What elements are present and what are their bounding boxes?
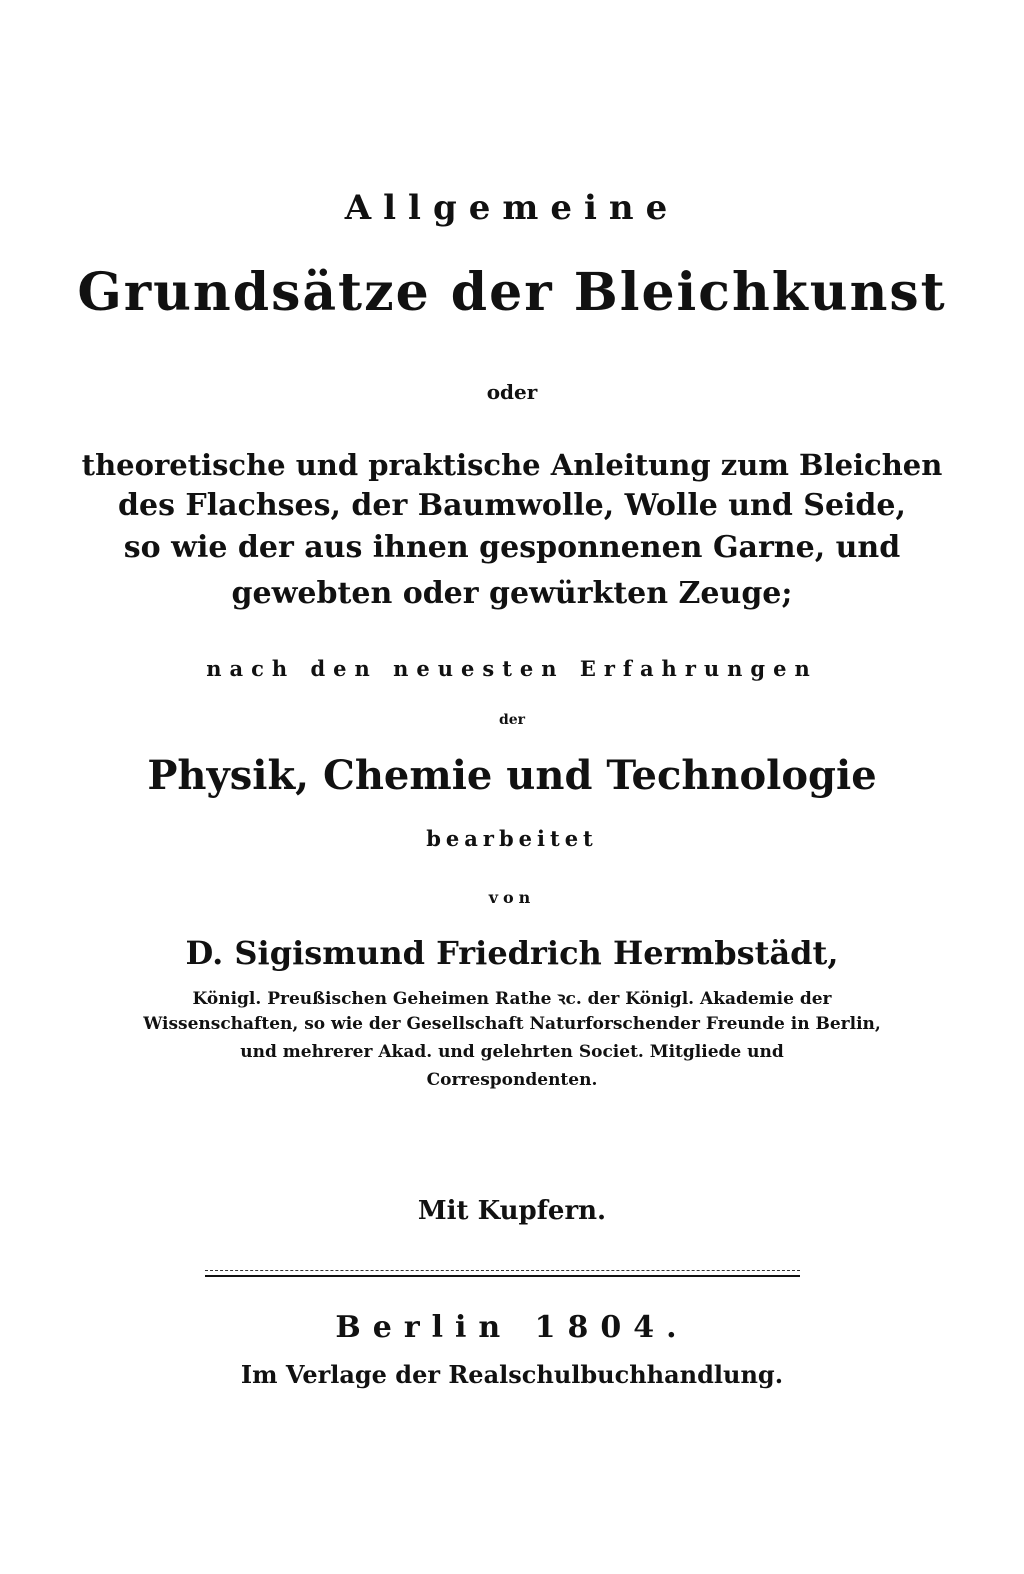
connector-oder: oder — [486, 380, 538, 404]
imprint-place-year: Berlin 1804. — [335, 1310, 689, 1345]
subtitle-line-1: theoretische und praktische Anleitung zum Bleichen — [81, 448, 943, 482]
affiliation-line-2: Wissenschaften, so wie der Gesellschaft Naturforschender Freunde in Berlin, — [143, 1014, 881, 1034]
bearbeitet-label: bearbeitet — [426, 826, 598, 851]
subtitle-line-2: des Flachses, der Baumwolle, Wolle und Seide, — [118, 488, 906, 523]
basis-fields: Physik, Chemie und Technologie — [147, 752, 877, 799]
title-line-2: Grundsätze der Bleichkunst — [77, 262, 947, 323]
von-label: von — [488, 888, 536, 907]
basis-line: nach den neuesten Erfahrungen — [206, 656, 818, 681]
imprint-publisher: Im Verlage der Realschulbuchhandlung. — [240, 1360, 784, 1389]
subtitle-line-3: so wie der aus ihnen gesponnenen Garne, und — [123, 530, 901, 565]
author-name: D. Sigismund Friedrich Hermbstädt, — [185, 934, 839, 972]
basis-der: der — [498, 712, 526, 728]
title-line-1: Allgemeine — [344, 188, 680, 228]
illustrations-note: Mit Kupfern. — [417, 1196, 607, 1226]
divider-rule — [205, 1270, 800, 1277]
affiliation-line-3: und mehrerer Akad. und gelehrten Societ. Mitgliede und — [240, 1042, 784, 1062]
affiliation-line-1: Königl. Preußischen Geheimen Rathe ꝛc. der Königl. Akademie der — [192, 989, 832, 1009]
subtitle-line-4: gewebten oder gewürkten Zeuge; — [231, 576, 793, 611]
affiliation-line-4: Correspondenten. — [426, 1070, 598, 1090]
